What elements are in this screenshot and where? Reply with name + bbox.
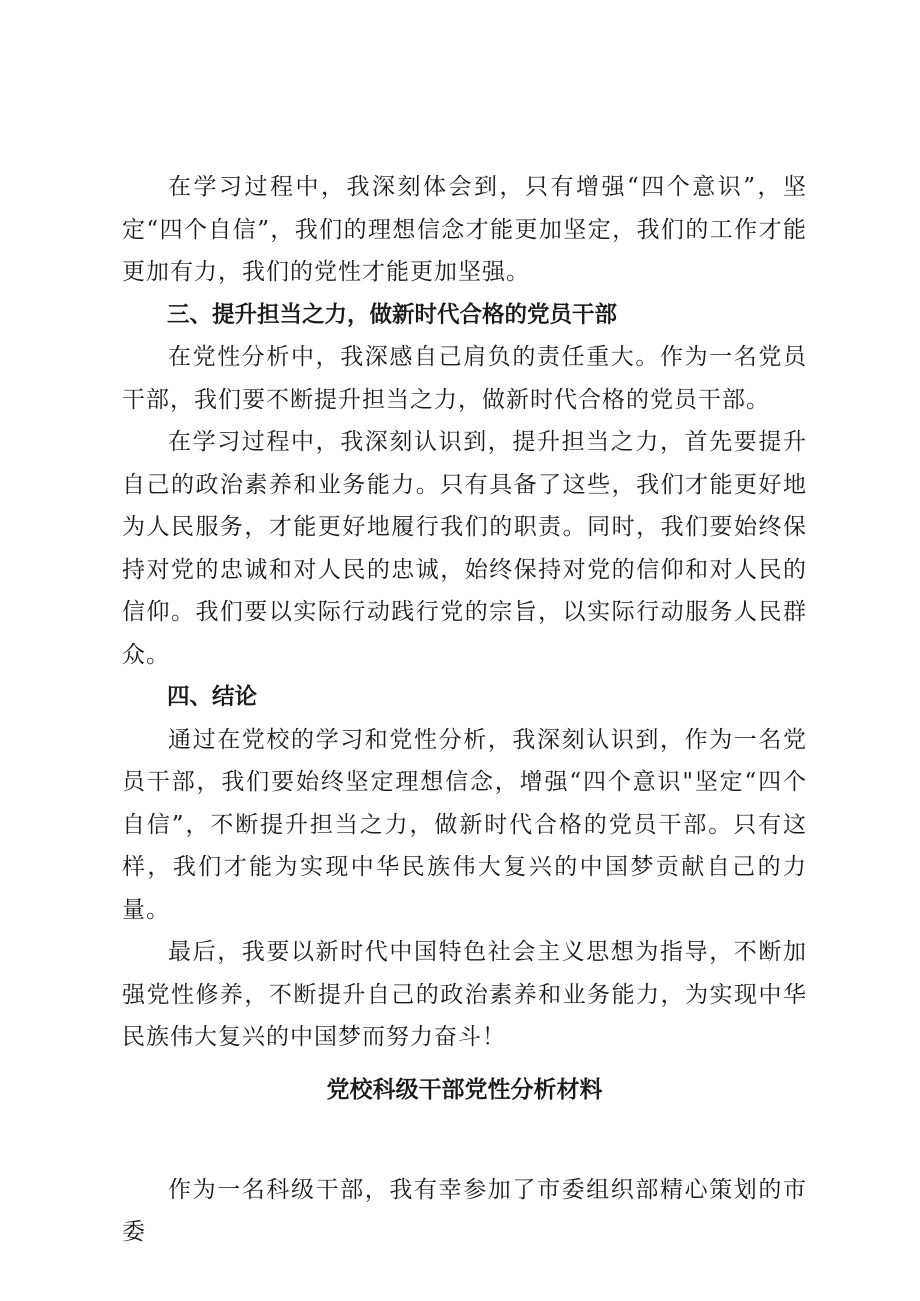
document-title: 党校科级干部党性分析材料: [326, 1076, 603, 1103]
body-paragraph: 在党性分析中，我深感自己肩负的责任重大。作为一名党员干部，我们要不断提升担当之力，做新时代合格的党员干部。: [122, 344, 807, 413]
document-page: [122, 166, 807, 1254]
section-heading-4: 四、结论: [167, 684, 258, 710]
body-paragraph: 在学习过程中，我深刻体会到，只有增强“四个意识”，坚定“四个自信”，我们的理想信念才能更加坚定，我们的工作才能更加有力，我们的党性才能更加坚强。: [122, 174, 807, 285]
section-heading-3: 三、提升担当之力，做新时代合格的党员干部: [167, 301, 618, 328]
body-paragraph: 通过在党校的学习和党性分析，我深刻认识到，作为一名党员干部，我们要始终坚定理想信念，增强“四个意识"坚定“四个自信”，不断提升担当之力，做新时代合格的党员干部。只有这样，我们才能为实现中华民族伟大复兴的中国梦贡献自己的力量。: [122, 726, 807, 923]
body-paragraph: 最后，我要以新时代中国特色社会主义思想为指导，不断加强党性修养，不断提升自己的政治素养和业务能力，为实现中华民族伟大复兴的中国梦而努力奋斗！: [122, 939, 807, 1050]
body-paragraph: 在学习过程中，我深刻认识到，提升担当之力，首先要提升自己的政治素养和业务能力。只有具备了这些，我们才能更好地为人民服务，才能更好地履行我们的职责。同时，我们要始终保持对党的忠诚和对人民的忠诚，始终保持对党的信仰和对人民的信仰。我们要以实际行动践行党的宗旨，以实际行动服务人民群众。: [122, 429, 807, 668]
body-paragraph: 作为一名科级干部，我有幸参加了市委组织部精心策划的市委: [122, 1176, 807, 1245]
